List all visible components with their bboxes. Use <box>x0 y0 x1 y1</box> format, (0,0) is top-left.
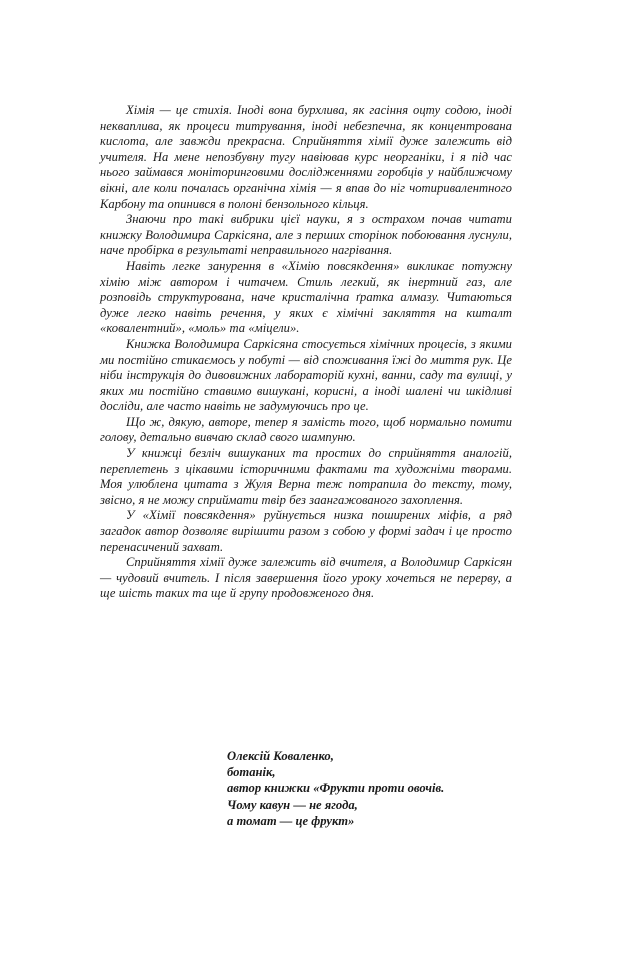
signature-author-name: Олексій Коваленко, <box>227 749 334 763</box>
body-paragraph: У книжці безліч вишуканих та простих до сприйняття аналогій, переплетень з цікавими історичними фактами та художніми творами. Моя улюблена цитата з Жуля Верна теж потрапила до тексту, тому, звісно, я не можу сприймати твір без заангажованого захоплення. <box>100 446 512 507</box>
signature-book-credit-line-3: а томат — це фрукт» <box>227 813 355 828</box>
foreword-body <box>100 103 512 602</box>
body-paragraph: Книжка Володимира Саркісяна стосується хімічних процесів, з якими ми постійно стикаємось у побуті — від споживання їжі до миття рук. Це ніби інструкція до дивовижних лабораторій кухні, ванни, саду та вулиці, у яких ми постійно ставимо вишукані, корисні, а іноді шалені чи шкідливі досліди, але часто навіть не задумуючись про це. <box>100 336 512 414</box>
body-paragraph: Сприйняття хімії дуже залежить від вчителя, а Володимир Саркісян — чудовий вчитель. І після завершення його уроку хочеться не перерву, а ще шість таких та ще й групу продовженого дня. <box>100 555 512 601</box>
body-paragraph: У «Хімії повсякдення» руйнується низка поширених міфів, а ряд загадок автор дозволяє вирішити разом з собою у формі задач і це просто перенасичений захват. <box>100 508 512 554</box>
body-paragraph: Хімія — це стихія. Іноді вона бурхлива, як гасіння оцту содою, іноді некваплива, як процеси титрування, іноді небезпечна, як концентрована кислота, але завжди прекрасна. Сприйняття хімії дуже залежить від учителя. На мене непозбувну тугу навіював курс неорганіки, і я під час нього займався моніторинговими дослідженнями горобців у найближчому вікні, але коли почалась органічна хімія — я впав до ніг чотиривалентного Карбону та опинився в полоні бензольного кільця. <box>100 103 512 211</box>
signature-author-role: ботанік, <box>227 765 276 780</box>
signature-book-credit-line-1: автор книжки «Фрукти проти овочів. <box>227 781 445 796</box>
body-paragraph: Що ж, дякую, авторе, тепер я замість того, щоб нормально помити голову, детально вивчаю склад свого шампуню. <box>100 414 512 445</box>
signature-book-credit-line-2: Чому кавун — не ягода, <box>227 797 358 812</box>
signature-block <box>227 748 517 829</box>
body-paragraph: Знаючи про такі вибрики цієї науки, я з острахом почав читати книжку Володимира Саркісяна, але з перших сторінок побоювання луснули, наче пробірка в результаті неправильного нагрівання. <box>100 212 512 258</box>
body-paragraph: Навіть легке занурення в «Хімію повсякдення» викликає потужну хімію між автором і читачем. Стиль легкий, як інертний газ, але розповідь структурована, наче кристалічна ґратка алмазу. Читаються дуже легко навіть речення, у яких є хімічні закляття на кшталт «ковалентний», «моль» та «міцели». <box>100 258 512 336</box>
